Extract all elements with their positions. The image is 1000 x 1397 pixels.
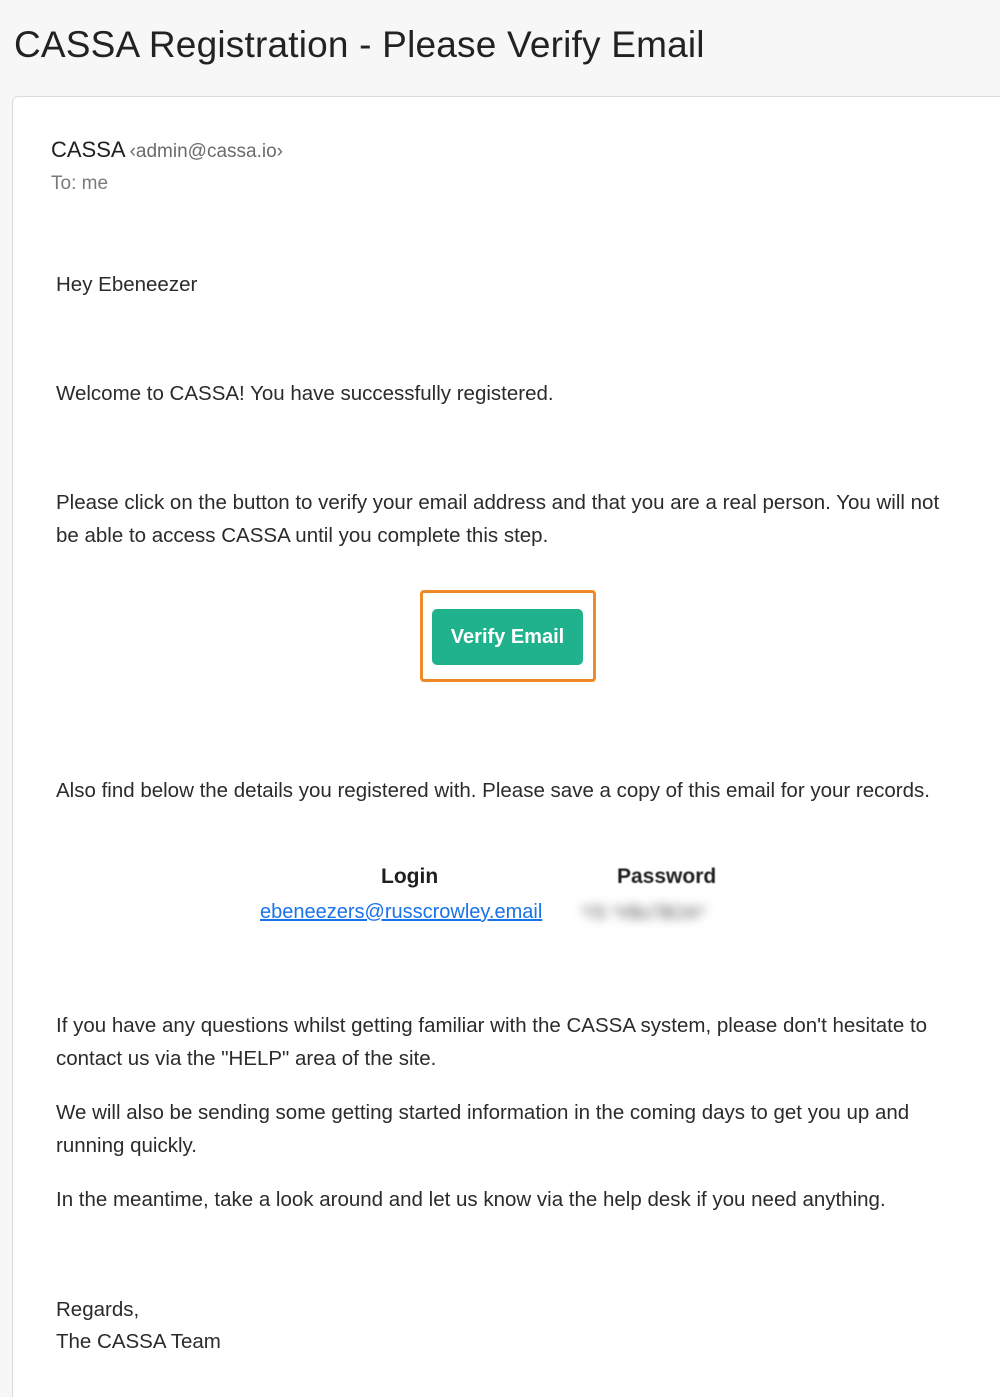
email-message-card bbox=[12, 96, 1000, 1397]
followup-text: We will also be sending some getting started information in the coming days to get you up and running quickly. bbox=[56, 1101, 910, 1157]
email-subject: CASSA Registration - Please Verify Email bbox=[14, 24, 705, 65]
login-email-link[interactable]: ebeneezers@russcrowley.email bbox=[260, 901, 543, 923]
details-intro-text: Also find below the details you registered with. Please save a copy of this email for your records. bbox=[56, 779, 930, 802]
welcome-text: Welcome to CASSA! You have successfully registered. bbox=[56, 382, 554, 405]
sender-line bbox=[51, 137, 283, 163]
sender-name[interactable]: CASSA bbox=[51, 137, 126, 162]
password-column-header: Password bbox=[617, 865, 717, 888]
recipients-line[interactable]: To: me bbox=[51, 173, 109, 194]
signoff-team: The CASSA Team bbox=[56, 1330, 221, 1353]
greeting-text: Hey Ebeneezer bbox=[56, 273, 198, 296]
signoff-regards: Regards, bbox=[56, 1298, 140, 1321]
help-text: If you have any questions whilst getting familiar with the CASSA system, please don't hesitate to contact us via the "HELP" area of the site. bbox=[56, 1014, 928, 1070]
verify-email-button[interactable]: Verify Email bbox=[432, 609, 583, 665]
instructions-text: Please click on the button to verify your email address and that you are a real person. You will not be able to access CASSA until you complete this step. bbox=[56, 491, 940, 547]
sender-email: ‹admin@cassa.io› bbox=[129, 141, 283, 162]
meantime-text: In the meantime, take a look around and let us know via the help desk if you need anything. bbox=[56, 1188, 886, 1211]
login-column-header: Login bbox=[381, 865, 439, 888]
password-value-blurred: */S *#$s7$OA* bbox=[581, 903, 706, 924]
